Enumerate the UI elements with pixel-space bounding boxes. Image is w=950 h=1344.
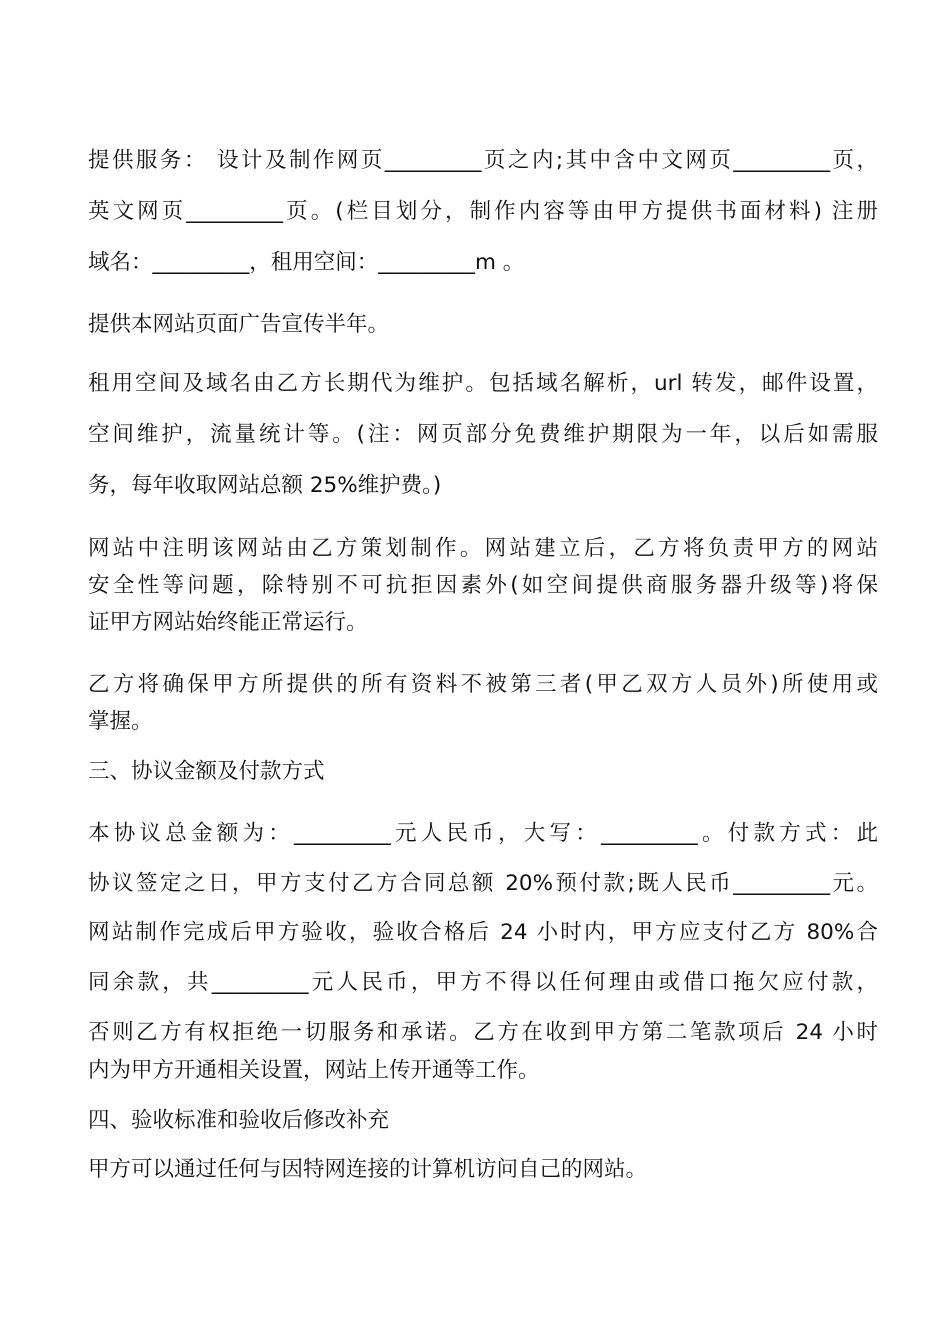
- text-line: 同余款，共_________元人民币，甲方不得以任何理由或借口拖欠应付款，: [88, 970, 878, 995]
- text-line: 务，每年收取网站总额 25%维护费。): [88, 473, 442, 498]
- text-line: 网站制作完成后甲方验收，验收合格后 24 小时内，甲方应支付乙方 80%合: [88, 920, 878, 945]
- text-line: 安全性等问题，除特别不可抗拒因素外(如空间提供商服务器升级等)将保: [88, 573, 878, 598]
- text-line: 掌握。: [88, 709, 153, 734]
- text-line: 否则乙方有权拒绝一切服务和承诺。乙方在收到甲方第二笔款项后 24 小时: [88, 1020, 878, 1045]
- text-line: 证甲方网站始终能正常运行。: [88, 610, 368, 635]
- text-line: 英文网页_________页。(栏目划分，制作内容等由甲方提供书面材料) 注册: [88, 199, 878, 224]
- text-line: 内为甲方开通相关设置，网站上传开通等工作。: [88, 1058, 540, 1083]
- text-line: 本协议总金额为：_________元人民币，大写：_________。付款方式：此: [88, 821, 878, 846]
- text-line: 租用空间及域名由乙方长期代为维护。包括域名解析，url 转发，邮件设置，: [88, 371, 878, 396]
- text-line: 空间维护，流量统计等。(注：网页部分免费维护期限为一年，以后如需服: [88, 422, 878, 447]
- text-line: 域名：_________，租用空间：_________m 。: [88, 250, 525, 275]
- text-line: 乙方将确保甲方所提供的所有资料不被第三者(甲乙双方人员外)所使用或: [88, 672, 878, 697]
- section-heading: 三、协议金额及付款方式: [88, 759, 325, 784]
- section-heading: 四、验收标准和验收后修改补充: [88, 1108, 390, 1133]
- text-line: 协议签定之日，甲方支付乙方合同总额 20%预付款;既人民币_________元。: [88, 871, 878, 896]
- text-line: 甲方可以通过任何与因特网连接的计算机访问自己的网站。: [88, 1157, 648, 1182]
- text-line: 提供本网站页面广告宣传半年。: [88, 312, 390, 337]
- text-line: 网站中注明该网站由乙方策划制作。网站建立后，乙方将负责甲方的网站: [88, 536, 878, 561]
- text-line: 提供服务： 设计及制作网页_________页之内;其中含中文网页_________页，: [88, 148, 878, 173]
